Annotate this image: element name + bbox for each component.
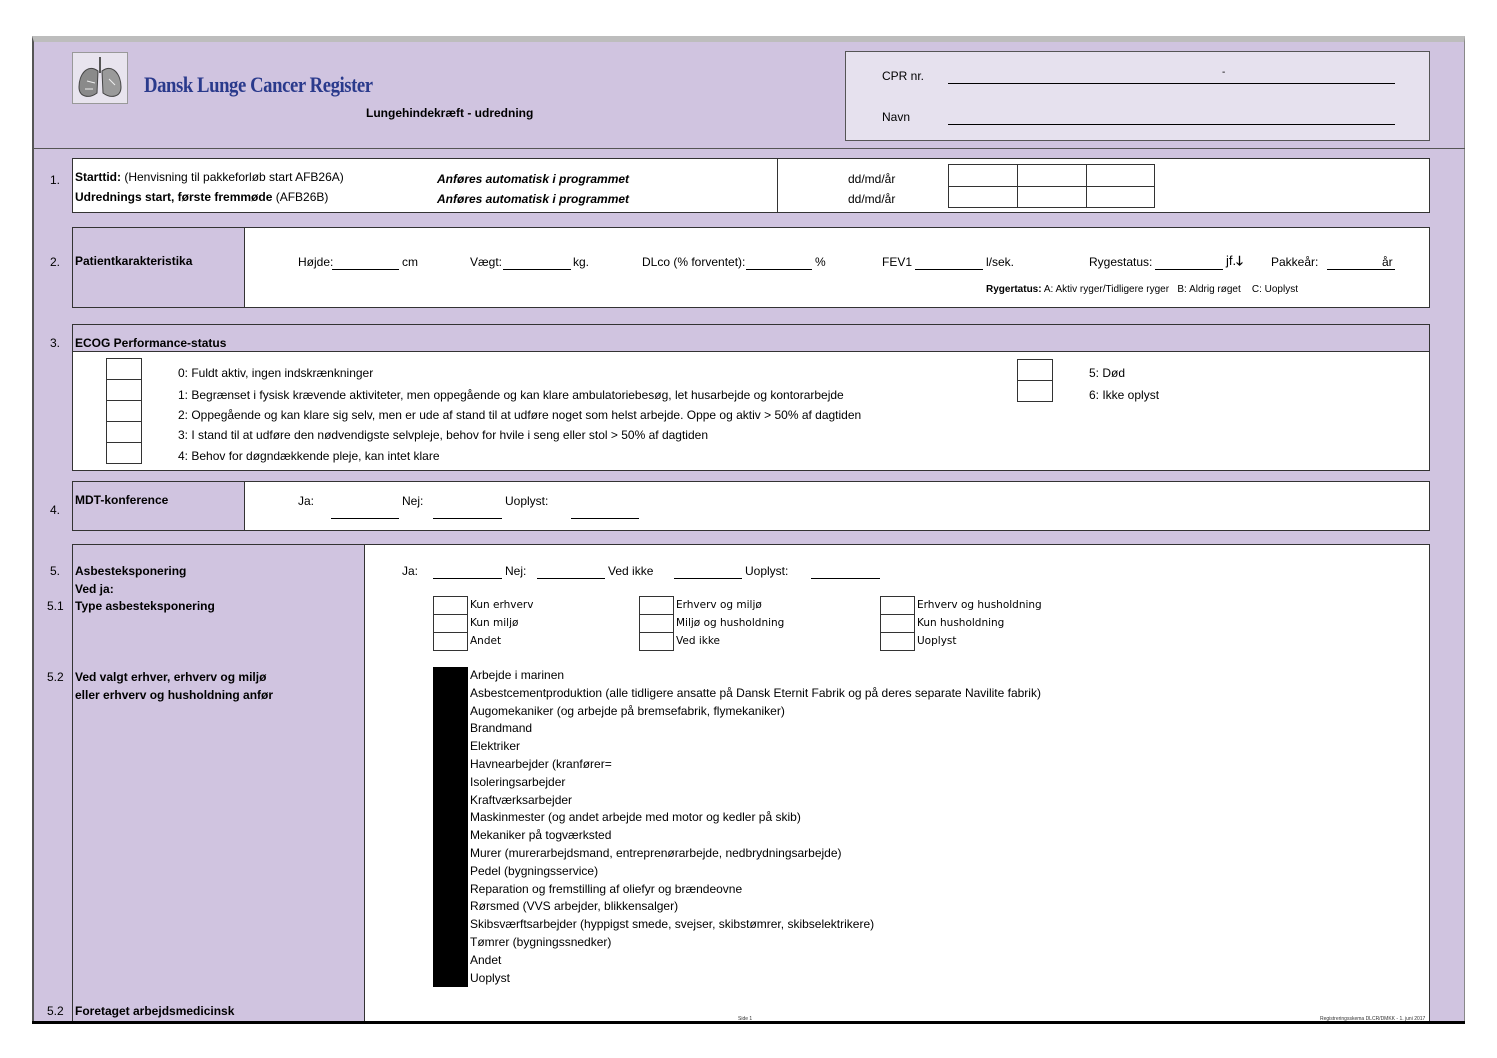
mdt-ja-field[interactable] — [331, 518, 399, 519]
section-2-number: 2. — [50, 255, 61, 269]
type-checkbox-ved-ikke[interactable] — [639, 632, 674, 651]
asbest-vedikke-label: Ved ikke — [608, 564, 654, 578]
type-erhverv-hushold: Erhverv og husholdning — [917, 599, 1042, 611]
ecog-item-5: 5: Død — [1089, 366, 1126, 380]
type-kun-hushold: Kun husholdning — [917, 617, 1005, 629]
type-miljo-hushold: Miljø og husholdning — [676, 617, 785, 629]
date-format-2: dd/md/år — [848, 192, 896, 206]
occupation-item[interactable]: Arbejde i marinen — [470, 668, 565, 682]
asbest-uoplyst-label: Uoplyst: — [745, 564, 789, 578]
ecog-label: ECOG Performance-status — [75, 336, 227, 350]
ecog-checkbox-0[interactable] — [106, 358, 142, 380]
fev-unit: l/sek. — [986, 255, 1015, 269]
occupation-item[interactable]: Pedel (bygningsservice) — [470, 863, 599, 878]
section-3-header — [73, 325, 1429, 352]
ved-ja-label: Ved ja: — [75, 582, 114, 596]
section-5-2b-number: 5.2 — [47, 1004, 64, 1018]
type-ved-ikke: Ved ikke — [676, 635, 720, 647]
pack-field[interactable] — [1327, 269, 1395, 270]
udred-start-label: Udrednings start, første fremmøde — [75, 190, 273, 204]
q52-line-1: Ved valgt erhver, erhverv og miljø — [75, 670, 267, 684]
smoke-legend-c: C: Uoplyst — [1251, 284, 1298, 295]
height-field[interactable] — [332, 269, 399, 270]
occupation-item[interactable]: Maskinmester (og andet arbejde med motor og kedler på skib) — [470, 810, 801, 825]
occupation-item[interactable]: Elektriker — [470, 739, 521, 754]
register-logo — [72, 52, 128, 104]
date-format-1: dd/md/år — [848, 172, 896, 186]
q52b-label: Foretaget arbejdsmedicinsk — [75, 1004, 235, 1018]
occupation-item[interactable]: Augomekaniker (og arbejde på bremsefabrik, flymekaniker) — [470, 703, 785, 718]
occupation-item[interactable]: Isoleringsarbejder — [470, 774, 566, 789]
mdt-uoplyst-field[interactable] — [571, 518, 639, 519]
auto-note-1: Anføres automatisk i programmet — [437, 172, 630, 186]
ecog-checkbox-4[interactable] — [106, 442, 142, 464]
section-5-label-cell — [73, 545, 365, 1024]
pack-unit: år — [1382, 255, 1393, 269]
cpr-dash: - — [1222, 67, 1226, 78]
ecog-item-6: 6: Ikke oplyst — [1089, 388, 1160, 402]
occupation-item[interactable]: Mekaniker på togværksted — [470, 828, 612, 843]
ecog-item-0: 0: Fuldt aktiv, ingen indskrænkninger — [178, 366, 374, 380]
smoke-legend-a: A: Aktiv ryger/Tidligere ryger — [1043, 284, 1170, 295]
occupation-item[interactable]: Skibsværftsarbejder (hyppigst smede, svejser, skibstømrer, skibselektrikere) — [470, 917, 875, 932]
register-name: Dansk Lunge Cancer Register — [144, 72, 373, 97]
start-time-label: Starttid: — [75, 170, 121, 184]
patient-char-label: Patientkarakteristika — [75, 254, 193, 268]
section-3-number: 3. — [50, 336, 61, 350]
section-5-2-number: 5.2 — [47, 670, 64, 684]
ecog-item-1: 1: Begrænset i fysisk krævende aktiviteter, men oppegående og kan klare ambulatoriebesøg, let husarbejde og kontorarbejde — [178, 388, 844, 402]
smoke-field[interactable] — [1155, 269, 1223, 270]
occupation-item[interactable]: Brandmand — [470, 721, 533, 736]
asbest-ja-field[interactable] — [433, 578, 502, 579]
ecog-item-3: 3: I stand til at udføre den nødvendigste selvpleje, behov for hvile i seng eller stol > 50% af dagtiden — [178, 428, 708, 442]
occupation-item[interactable]: Rørsmed (VVS arbejder, blikkensalger) — [470, 899, 679, 914]
mdt-label: MDT-konference — [75, 493, 169, 507]
auto-note-2: Anføres automatisk i programmet — [437, 192, 630, 206]
occupation-item[interactable]: Tømrer (bygningssnedker) — [470, 934, 612, 949]
header-divider — [32, 148, 1465, 149]
cpr-label: CPR nr. — [882, 69, 925, 83]
mdt-ja-label: Ja: — [298, 494, 315, 508]
dlco-field[interactable] — [746, 269, 812, 270]
start-time-row — [75, 170, 344, 184]
asbest-nej-field[interactable] — [537, 578, 605, 579]
fev-field[interactable] — [915, 269, 983, 270]
date-grid[interactable] — [948, 164, 1155, 208]
smoke-legend — [986, 284, 1298, 295]
section-1-number: 1. — [50, 173, 61, 187]
mdt-uoplyst-label: Uoplyst: — [505, 494, 549, 508]
mdt-nej-label: Nej: — [402, 494, 424, 508]
patient-id-box — [845, 51, 1430, 141]
smoke-ref — [1226, 252, 1243, 274]
footer-version: Registreringsskema DLCR/DMKK - 1. juni 2017 — [1320, 1016, 1426, 1022]
smoke-legend-b: B: Aldrig røget — [1177, 284, 1241, 295]
udred-start-row — [75, 190, 328, 204]
occupation-item[interactable]: Uoplyst — [470, 970, 511, 985]
q52-line-2: eller erhverv og husholdning anfør — [75, 688, 274, 702]
type-col-3 — [880, 596, 915, 651]
height-label: Højde: — [298, 255, 334, 269]
asbest-nej-label: Nej: — [505, 564, 527, 578]
ecog-item-4: 4: Behov for døgndækkende pleje, kan intet klare — [178, 449, 440, 463]
type-kun-miljo: Kun miljø — [470, 617, 519, 629]
ecog-item-2: 2: Oppegående og kan klare sig selv, men er ude af stand til at udføre noget som helst arbejde. Oppe og aktiv > 50% af dagtiden — [178, 408, 862, 422]
dlco-unit: % — [815, 255, 826, 269]
occupation-item[interactable]: Murer (murerarbejdsmand, entreprenørarbejde, nedbrydningsarbejde) — [470, 845, 842, 860]
height-unit: cm — [402, 255, 418, 269]
occupation-item[interactable]: Reparation og fremstilling af oliefyr og brændeovne — [470, 881, 743, 896]
arrow-down-icon: 🡓 — [1236, 253, 1243, 268]
type-checkbox-andet[interactable] — [433, 632, 468, 651]
name-field[interactable] — [948, 124, 1395, 125]
weight-field[interactable] — [503, 269, 571, 270]
type-col-2 — [639, 596, 674, 651]
occupation-item[interactable]: Andet — [470, 952, 502, 967]
ecog-checkbox-column — [106, 358, 142, 464]
section-1-box — [72, 158, 1430, 213]
section-1-divider — [777, 158, 778, 213]
cpr-field[interactable] — [948, 83, 1395, 84]
asbest-uoplyst-field[interactable] — [811, 578, 880, 579]
occupation-item[interactable]: Havnearbejder (kranfører= — [470, 756, 612, 771]
ecog-checkbox-3[interactable] — [106, 421, 142, 443]
section-4-box — [72, 481, 1430, 531]
smoke-ref-text: jf. — [1226, 253, 1237, 268]
type-checkbox-uoplyst[interactable] — [880, 632, 915, 651]
pack-label: Pakkeår: — [1271, 255, 1319, 269]
type-checkbox-kun-hushold[interactable] — [880, 614, 915, 633]
type-checkbox-kun-miljo[interactable] — [433, 614, 468, 633]
ecog-checkbox-6[interactable] — [1017, 380, 1053, 402]
occupation-checkbox-column[interactable] — [433, 667, 468, 987]
start-time-desc: (Henvisning til pakkeforløb start AFB26A) — [121, 170, 344, 184]
asbest-ja-label: Ja: — [402, 564, 419, 578]
asbest-type-label: Type asbesteksponering — [75, 599, 215, 613]
smoke-legend-label: Rygertatus: — [986, 284, 1042, 295]
type-checkbox-erhverv-miljo[interactable] — [639, 596, 674, 615]
smoke-label: Rygestatus: — [1089, 255, 1153, 269]
name-label: Navn — [882, 110, 911, 124]
type-checkbox-kun-erhverv[interactable] — [433, 596, 468, 615]
section-5-number: 5. — [50, 564, 61, 578]
asbest-vedikke-field[interactable] — [674, 578, 742, 579]
type-col-1 — [433, 596, 468, 651]
weight-label: Vægt: — [470, 255, 503, 269]
type-erhverv-miljo: Erhverv og miljø — [676, 599, 762, 611]
ecog-checkbox-2[interactable] — [106, 400, 142, 422]
asbest-label: Asbesteksponering — [75, 564, 187, 578]
ecog-checkbox-1[interactable] — [106, 379, 142, 401]
ecog-checkbox-5[interactable] — [1017, 359, 1053, 381]
section-5-1-number: 5.1 — [47, 599, 64, 613]
type-uoplyst: Uoplyst — [917, 635, 957, 647]
udred-start-desc: (AFB26B) — [272, 190, 329, 204]
dlco-label: DLco (% forventet): — [642, 255, 746, 269]
type-kun-erhverv: Kun erhverv — [470, 599, 534, 611]
weight-unit: kg. — [573, 255, 590, 269]
section-4-number: 4. — [50, 503, 61, 517]
type-andet: Andet — [470, 635, 502, 647]
occupation-item[interactable]: Asbestcementproduktion (alle tidligere ansatte på Dansk Eternit Fabrik og på deres separate Navilite fabrik) — [470, 685, 1041, 700]
fev-label: FEV1 — [882, 255, 913, 269]
form-title: Lungehindekræft - udredning — [366, 106, 534, 120]
mdt-nej-field[interactable] — [433, 518, 502, 519]
occupation-item[interactable]: Kraftværksarbejder — [470, 792, 573, 807]
type-checkbox-miljo-hushold[interactable] — [639, 614, 674, 633]
occupation-list — [470, 667, 1041, 987]
footer-page: Side 1 — [738, 1016, 753, 1022]
type-checkbox-erhverv-hushold[interactable] — [880, 596, 915, 615]
ecog-right-checkboxes — [1017, 359, 1053, 402]
